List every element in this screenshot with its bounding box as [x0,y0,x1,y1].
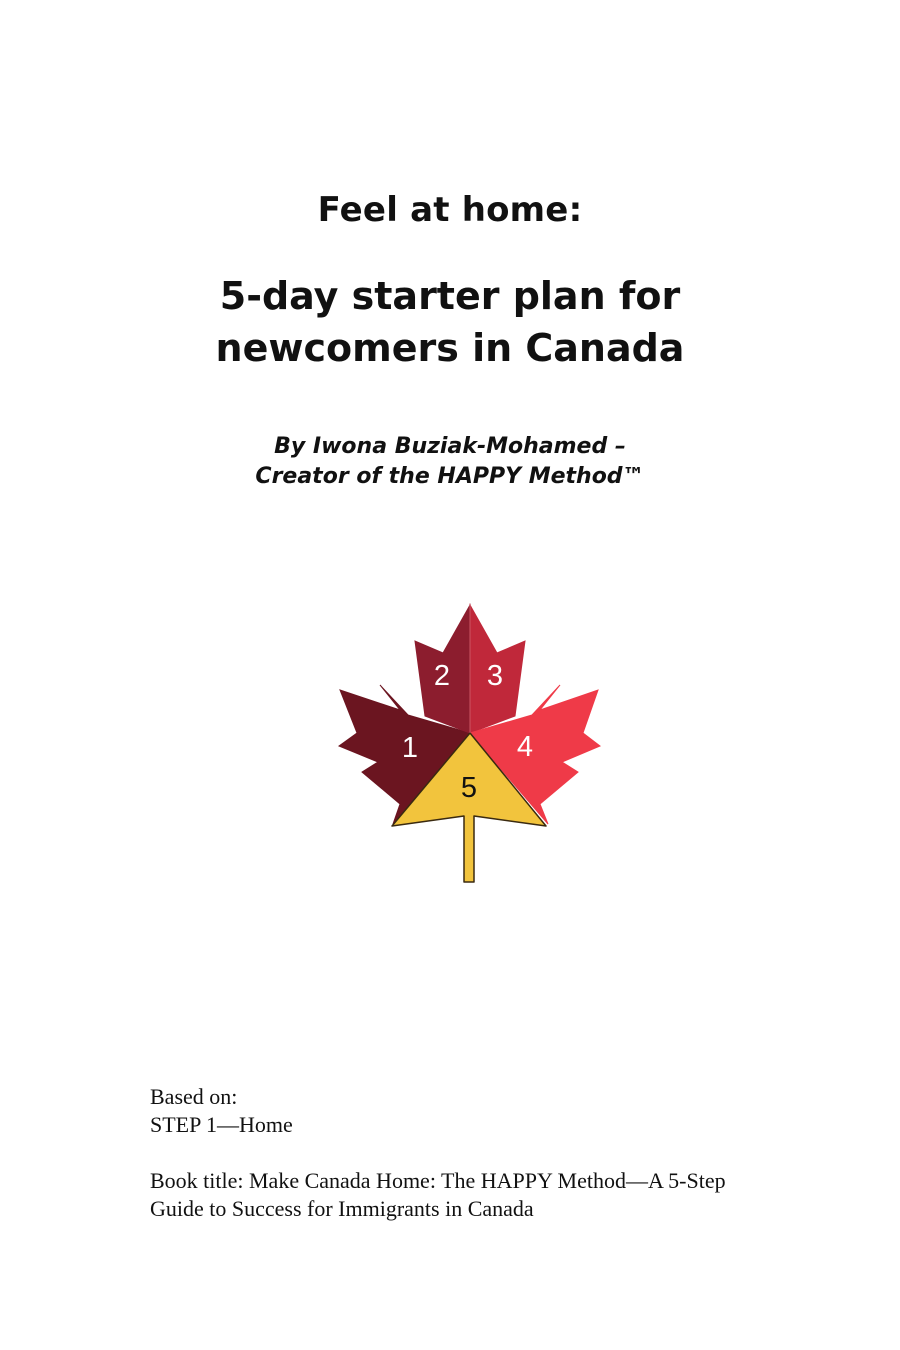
heading: Feel at home: [317,190,583,230]
subtitle-line-2: newcomers in Canada [215,326,685,370]
author-byline [0,432,900,492]
subtitle [0,270,900,374]
byline-line-2: Creator of the HAPPY Method™ [255,464,645,489]
book-title-line-1: Book title: Make Canada Home: The HAPPY Method—A 5-Step [150,1168,726,1193]
step-reference: STEP 1—Home [150,1112,293,1137]
subtitle-line-1: 5-day starter plan for [219,274,681,318]
leaf-number-5: 5 [460,772,478,804]
based-on-label: Based on: [150,1084,238,1109]
leaf-number-4: 4 [516,731,534,763]
book-title-line-2: Guide to Success for Immigrants in Canada [150,1196,534,1221]
leaf-number-3: 3 [486,660,504,692]
leaf-number-2: 2 [433,660,451,692]
byline-line-1: By Iwona Buziak-Mohamed – [274,434,626,459]
leaf-number-1: 1 [401,732,419,764]
maple-leaf-logo [330,600,610,890]
source-note [150,1083,830,1223]
